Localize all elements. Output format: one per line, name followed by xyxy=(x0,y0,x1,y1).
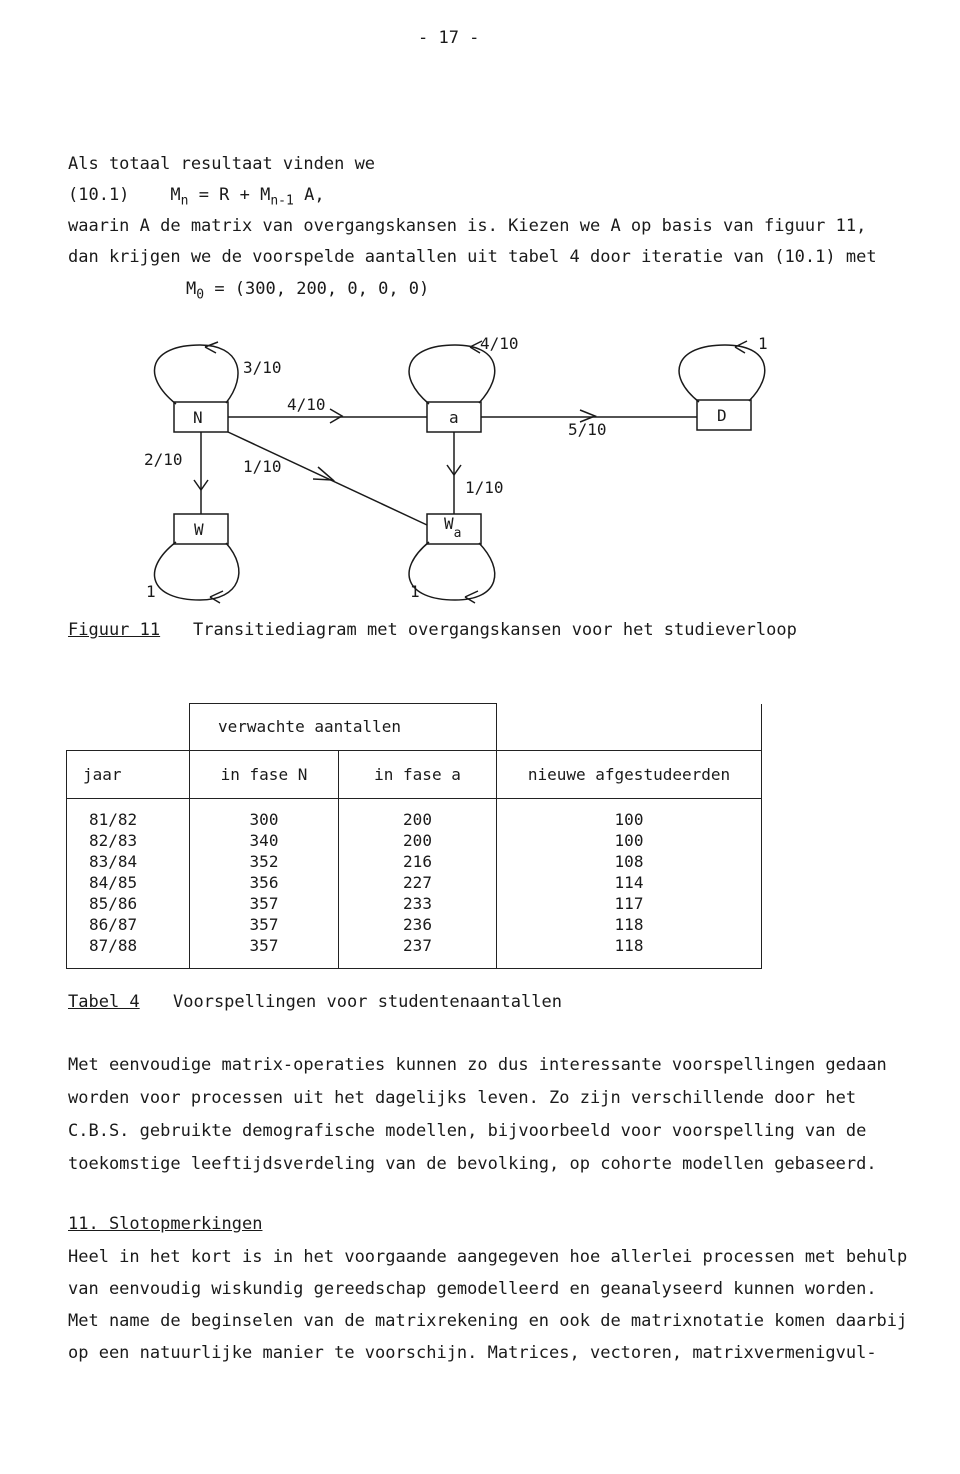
node-Wa-label: $W_a$ xyxy=(444,514,462,541)
transition-diagram xyxy=(0,305,960,625)
paragraph-2-line-3: Met name de beginselen van de matrixrekening en ook de matrixnotatie komen daarbij xyxy=(68,1311,908,1331)
table-cell: 237 xyxy=(403,936,432,955)
page-number: - 17 - xyxy=(418,28,480,48)
prediction-table xyxy=(66,703,762,969)
label-loop-a: 4/10 xyxy=(480,334,519,353)
loop-a xyxy=(409,345,495,404)
intro-line-3: waarin A de matrix van overgangskansen is. Kiezen we A op basis van figuur 11, xyxy=(68,216,867,236)
paragraph-1-line-3: C.B.S. gebruikte demografische modellen, bijvoorbeeld voor voorspelling van de xyxy=(68,1121,867,1141)
initial-vector: $M_0 = (300$, 200, 0, 0, 0) xyxy=(186,279,430,303)
equation-label: (10.1) xyxy=(68,185,130,205)
header-afgestudeerden: nieuwe afgestudeerden xyxy=(497,751,762,799)
table-caption: Voorspellingen voor studentenaantallen xyxy=(173,992,562,1012)
table-cell: 82/83 xyxy=(89,831,138,850)
group-header: verwachte aantallen xyxy=(190,704,497,751)
paragraph-2-line-4: op een natuurlijke manier te voorschijn. Matrices, vectoren, matrixvermenigvul- xyxy=(68,1343,877,1363)
col-fase-n xyxy=(190,799,339,969)
table-cell: 86/87 xyxy=(89,915,138,934)
table-cell: 216 xyxy=(403,852,432,871)
table-cell: 100 xyxy=(614,810,644,829)
equation-10-1: (10.1) $M_n = R + M_{n-1}$ A, xyxy=(68,185,325,209)
table-cell: 357 xyxy=(249,936,279,955)
label-loop-N: 3/10 xyxy=(243,358,282,377)
table-cell: 356 xyxy=(249,873,279,892)
intro-line-4: dan krijgen we de voorspelde aantallen uit tabel 4 door iteratie van (10.1) met xyxy=(68,247,877,267)
label-loop-Wa: 1 xyxy=(410,582,420,601)
table-cell: 233 xyxy=(403,894,432,913)
label-a-to-D: 5/10 xyxy=(568,420,607,439)
node-W-label: W xyxy=(194,520,204,539)
paragraph-1-line-2: worden voor processen uit het dagelijks leven. Zo zijn verschillende door het xyxy=(68,1088,857,1108)
loop-D xyxy=(679,345,765,402)
label-loop-D: 1 xyxy=(758,334,768,353)
table-cell: 227 xyxy=(403,873,432,892)
table-cell: 100 xyxy=(614,831,644,850)
intro-line-1: Als totaal resultaat vinden we xyxy=(68,154,376,174)
table-cell: 83/84 xyxy=(89,852,138,871)
header-fase-n: in fase N xyxy=(190,751,339,799)
label-N-to-Wa: 1/10 xyxy=(243,457,282,476)
table-cell: 117 xyxy=(614,894,644,913)
table-cell: 118 xyxy=(614,936,644,955)
label-N-to-W: 2/10 xyxy=(144,450,183,469)
col-afgestudeerden xyxy=(497,799,762,969)
paragraph-1-line-1: Met eenvoudige matrix-operaties kunnen zo dus interessante voorspellingen gedaan xyxy=(68,1055,887,1075)
section-heading: 11. Slotopmerkingen xyxy=(68,1214,263,1234)
table-cell: 84/85 xyxy=(89,873,138,892)
loop-N xyxy=(154,345,238,404)
label-N-to-a: 4/10 xyxy=(287,395,326,414)
equation-lhs: $M_n$ xyxy=(170,185,189,209)
table-cell: 340 xyxy=(249,831,279,850)
table-cell: 300 xyxy=(249,810,279,829)
header-fase-a: in fase a xyxy=(339,751,497,799)
table-cell: 114 xyxy=(614,873,644,892)
loop-Wa xyxy=(409,542,495,600)
figure-label: Figuur 11 xyxy=(68,620,161,640)
table-cell: 357 xyxy=(249,915,279,934)
header-jaar: jaar xyxy=(67,751,190,799)
table-cell: 118 xyxy=(614,915,644,934)
table-cell: 236 xyxy=(403,915,432,934)
table-label: Tabel 4 xyxy=(68,992,140,1012)
table-cell: 87/88 xyxy=(89,936,138,955)
node-D-label: D xyxy=(717,406,727,425)
label-a-to-Wa: 1/10 xyxy=(465,478,504,497)
paragraph-1-line-4: toekomstige leeftijdsverdeling van de bevolking, op cohorte modellen gebaseerd. xyxy=(68,1154,877,1174)
node-N-label: N xyxy=(193,408,203,427)
table-cell: 357 xyxy=(249,894,279,913)
table-cell: 85/86 xyxy=(89,894,138,913)
paragraph-2-line-1: Heel in het kort is in het voorgaande aangegeven hoe allerlei processen met behulp xyxy=(68,1247,908,1267)
table-cell: 352 xyxy=(249,852,279,871)
paragraph-2-line-2: van eenvoudig wiskundig gereedschap gemodelleerd en geanalyseerd kunnen worden. xyxy=(68,1279,877,1299)
figure-caption: Transitiediagram met overgangskansen voor het studieverloop xyxy=(193,620,797,640)
table-cell: 81/82 xyxy=(89,810,138,829)
table-cell: 200 xyxy=(403,810,432,829)
table-cell: 200 xyxy=(403,831,432,850)
loop-W xyxy=(154,542,238,600)
col-jaar xyxy=(67,799,190,969)
label-loop-W: 1 xyxy=(146,582,156,601)
edge-N-Wa xyxy=(228,432,427,525)
node-a-label: a xyxy=(449,408,459,427)
col-fase-a xyxy=(339,799,497,969)
table-cell: 108 xyxy=(614,852,644,871)
